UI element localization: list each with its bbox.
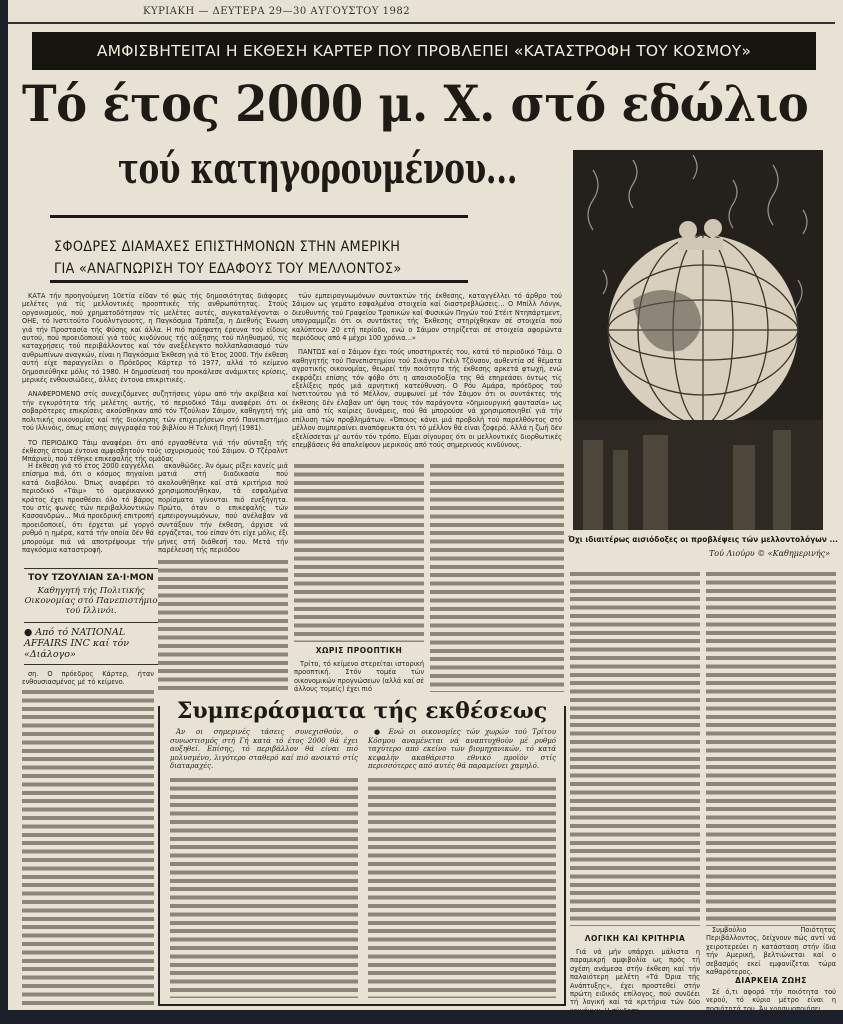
body-column-6 xyxy=(706,926,836,977)
newspaper-page xyxy=(8,0,843,1015)
section-heading: ΔΙΑΡΚΕΙΑ ΖΩΗΣ xyxy=(735,976,807,985)
body-text-block xyxy=(294,462,424,642)
section-heading: ΧΩΡΙΣ ΠΡΟΟΠΤΙΚΗ xyxy=(315,646,403,655)
globe-illustration xyxy=(573,150,823,530)
author-name: ΤΟΥ ΤΖΟΥΛΙΑΝ ΣΑ·Ι·ΜΟΝ xyxy=(24,568,158,583)
paragraph: Άν οι σημερινές τάσεις συνεχισθούν, ο συνωστισμός στή Γή κατά τό έτος 2000 θά έχει αυξηθεί. Επίσης, τό περιβάλλον θά είναι πιό μολυσμένο, λιγότερο σταθερό καί πιό ανοικτό στίς διαταραχές. xyxy=(170,728,358,771)
paragraph: Συμβούλιο Ποιότητας Περιβάλλοντος, δείχνουν πώς αντί νά χειροτερεύει η κατάσταση στήν ίδια τήν Αμερική, βελτιώνεται καί ο σεβασμός εκεί εμφανίζεται τώρα καθαρότερος. xyxy=(706,926,836,977)
paragraph: Γιά νά μήν υπάρχει μάλιστα η παραμικρή αμφιβολία ως πρός τή σχέση ανάμεσα στήν έκθεση καί τήν παλαιότερη μελέτη «Τά Όρια τής Ανάπτυξης», έχει προστεθεί στήν πρώτη ειδικός επίλογος, πού συνδέει τή λογική καί τά κριτήρια τών δύο κειμένων. Η σύνδεση xyxy=(570,948,700,1015)
body-text-block xyxy=(368,776,556,998)
subheadline-line1: ΣΦΟΔΡΕΣ ΔΙΑΜΑΧΕΣ ΕΠΙΣΤΗΜΟΝΩΝ ΣΤΗΝ ΑΜΕΡΙΚΗ xyxy=(54,239,401,255)
paragraph: Τρίτο, τό κείμενο στερείται ιστορική προοπτική. Στόν τομέα τών οικονομικών προγνώσεων (αλλά καί σέ άλλους τομείς) έχει πιό xyxy=(294,660,424,694)
body-column-1 xyxy=(22,462,154,562)
byline xyxy=(24,568,158,665)
body-text-block xyxy=(170,776,358,998)
running-head: ΚΥΡΙΑΚΗ — ΔΕΥΤΕΡΑ 29—30 ΑΥΓΟΥΣΤΟΥ 1982 xyxy=(143,6,411,17)
body-column-6-cont xyxy=(706,988,836,1013)
divider xyxy=(8,22,835,24)
banner-headline: ΑΜΦΙΣΒΗΤΕΙΤΑΙ Η ΕΚΘΕΣΗ ΚΑΡΤΕΡ ΠΟΥ ΠΡΟΒΛΕΠΕΙ «ΚΑΤΑΣΤΡΟΦΗ ΤΟΥ ΚΟΣΜΟΥ» xyxy=(32,32,816,70)
paragraph: ● Ενώ οι οικονομίες τών χωρών τού Τρίτου Κόσμου αναμένεται νά αναπτυχθούν μέ ρυθμό ταχύτερο από εκείνο τών βιομηχανικών, τό κατά κεφαλήν ακαθάριστο εθνικό προϊόν στίς περισσότερες από αυτές θά παραμείνει χαμηλό. xyxy=(368,728,556,771)
body-text-block xyxy=(22,688,154,1006)
source-note: ● Από τό NATIONAL AFFAIRS INC καί τόν «Διάλογο» xyxy=(24,622,158,665)
paragraph: ακανθώδες. Άν όμως ρίξει κανείς μιά ματιά στή διαδικασία πού ακολουθήθηκε καί στά κριτήρια πού χρησιμοποιήθηκαν, τά εσφαλμένα πορίσματα γίνονται πιό ευεξήγητα. Πρώτο, όταν ο επικεφαλής τών εμπειρογνωμόνων, πού ανέλαβαν νά συντάξουν τήν έκθεση, άρχισε νά εργάζεται, τού είπαν ότι είχε μόλις έξι μήνες στή διάθεσή του. Μετά τήν παρέλευση τής περιόδου xyxy=(158,462,288,555)
paragraph: Η έκθεση γιά τό έτος 2000 εαγγέλλει επίσημα πιά, ότι ο κόσμος πηγαίνει κατά διαβόλου. Όπως αναφέρει τό περιοδικό «Τάιμ» τό αμερικανικό κράτος έχει προσθέσει όλο τό βάρος του στίς φωνές τών περιβαλλοντικών Κασσανδρών... Μιά προεδρική επιτροπή προειδοποιεί, ότι έρχεται μέ γοργό ρυθμό η ημέρα, κατά τήν οποία δέν θά μπορούμε πιά νά αποτρέψουμε τήν παγκόσμια καταστροφή. xyxy=(22,462,154,555)
body-column-3 xyxy=(294,660,424,694)
paragraph: ση. Ο πρόεδρος Κάρτερ, ήταν ενθουσιασμένος μέ τό κείμενο. xyxy=(22,670,154,687)
intro-column-2 xyxy=(292,292,562,452)
illustration-credit: Τού Λιούρυ © «Καθημερινής» xyxy=(708,549,830,558)
paragraph: ΠΑΝΤΩΣ καί ο Σάιμον έχει τούς υποστηρικτές του, κατά τό περιοδικό Τάιμ. Ο καθηγητής τού Πανεπιστημίου τού Σικάγου Γκέιλ Τζόνσον, αυθεντία σέ θέματα αγροτικής οικονομίας, θεωρεί τήν ποιότητα τής έκθεσης αρκετά φτωχή, ενώ εκφράζει επίσης τόν φόβο ότι η απαισιοδοξία της θά επηρεάσει όντως τίς εξελίξεις πρός μιά αρνητική κατεύθυνση. Ο Ρόυ Αμάρα, πρόεδρος τού Ινστιτούτου γιά τό Μέλλον, συμφωνεί μέ τόν Σάιμον ότι οι συντάκτες τής έκθεσης δέν έλαβαν υπ' όψη τους τόν παράγοντα «δημιουργική φαντασία» ως μία από τίς καίριες δυνάμεις, πού θά μπορούσε νά χρησιμοποιηθεί γιά τήν επίλυση τών προβλημάτων. «Όποιος κάνει μιά προβολή τού παρελθόντος στό μέλλον συμπεραίνει αναπόφευκτα ότι τό μέλλον θά είναι ζοφερό. Αλλά η ζωή δέν εξελίσσεται μ' αυτόν τόν τρόπο. Είμαι σίγουρος ότι οι μελλοντικές διορθωτικές επεμβάσεις θά απαλείψουν μερικούς από τούς σημερινούς κινδύνους. xyxy=(292,348,562,449)
conclusions-box xyxy=(158,706,566,1006)
body-column-5 xyxy=(570,948,700,1015)
body-column-2 xyxy=(158,462,288,554)
divider xyxy=(50,280,468,283)
paragraph: τών εμπειρογνωμόνων συντακτών τής έκθεσης, καταγγέλλει τό άρθρο τού Σάιμον ως γεμάτο εσφαλμένα στοιχεία καί διαστρεβλώσεις... Ο Μπίλλ Λόνγκ, διευθυντής τού Γραφείου Τροπικών καί Φυσικών Πηγών τού Στέιτ Ντηπάρτμεντ, υπογραμμίζει ότι οι συντάκτες τής Έκθεσης στηρίχθηκαν σέ στοιχεία πού καλύπτουν 20 ετή περίοδο, ενώ ο Σάιμον στηρίζεται σέ στοιχεία αφορώντα περιόδους από 4 μέχρι 100 χρόνια...» xyxy=(292,292,562,343)
conclusions-title-text: Συμπεράσματα τής εκθέσεως xyxy=(171,698,553,724)
subheadline xyxy=(54,236,401,280)
paragraph: ΤΟ ΠΕΡΙΟΔΙΚΟ Τάιμ αναφέρει ότι από εργασθέντα γιά τήν σύνταξη τής έκθεσης άτομα έντονα αμφισβητούν τούς ισχυρισμούς τού Σάιμον. Ο Τζέραλντ Μπάρνεϋ, πού τέθηκε επικεφαλής τής ομάδας xyxy=(22,438,288,464)
illustration-caption: Όχι ιδιαιτέρως αισιόδοξες οι προβλέψεις τών μελλοντολόγων ... xyxy=(568,535,838,544)
paragraph: ΑΝΑΦΕΡΟΜΕΝΟ στίς συνεχιζόμενες συζητήσεις γύρω από τήν ακρίβεια καί τήν εγκυρότητα τής μελέτης αυτής, τό περιοδικό Τάιμ αναφέρει ότι οι σοβαρότερες επικρίσεις ακούσθηκαν από τόν Τζούλιαν Σάιμον, καθηγητή τής πολιτικής οικονομίας καί τής διοίκησης τών επιχειρήσεων στό Πανεπιστήμιο τού Ιλλινόις, όπως επίσης συγγραφέα τού βιβλίου Η Τελική Πηγή (1981). xyxy=(22,390,288,433)
section-heading: ΛΟΓΙΚΗ ΚΑΙ ΚΡΙΤΗΡΙΑ xyxy=(584,934,686,943)
main-headline: Τό έτος 2000 μ. Χ. στό εδώλιο xyxy=(22,74,809,133)
body-text-block xyxy=(706,570,836,926)
subheadline-line2: ΓΙΑ «ΑΝΑΓΝΩΡΙΣΗ ΤΟΥ ΕΔΑΦΟΥΣ ΤΟΥ ΜΕΛΛΟΝΤΟΣ» xyxy=(54,261,402,277)
main-headline-line2: τού κατηγορουμένου... xyxy=(118,144,518,193)
paragraph: Σέ ό,τι αφορά τήν ποιότητα τού νερού, τό κύριο μέτρο είναι η ποσιότητά του. Άν χρησιμοποιήσει xyxy=(706,988,836,1013)
author-role: Καθηγητή τής Πολιτικής Οικονομίας στό Πανεπιστήμιο τού Ιλλινόι. xyxy=(24,586,158,616)
divider xyxy=(50,215,468,218)
paragraph: ΚΑΤΑ τήν προηγούμενη 10ετία είδαν τό φώς τής δημοσιότητας διάφορες μελέτες γιά τίς μελλοντικές προοπτικές τής ανθρωπότητας. Στούς οργανισμούς, πού χρηματοδότησαν τίς μελέτες αυτές, συγκαταλέγονται ο ΟΗΕ, τό Ινστιτούτο Γουόλντγουοτς, η Παγκόσμια Τράπεζα, η Διεθνής Ένωση γιά τήν Προστασία τής Φύσης καί άλλα. Η πιό πρόσφατη έρευνα τού είδους αυτού, πού προειδοποιεί γιά τούς κινδύνους τής αύξησης τού πληθυσμού, τίς καταχρήσεις τού περιβάλλοντος καί τόν ανεξέλεγκτο πολλαπλασιασμό τών ανθρωπίνων αναγκών, είναι η Παγκόσμια Έκθεση γιά τό Έτος 2000. Τήν έκθεση αυτή είχε παραγγείλει ο Πρόεδρος Κάρτερ τό 1977, αλλά τό κείμενο δημοσιεύθηκε μόλις τό 1980. Η δημοσίευσή του προκάλεσε ανάμικτες κρίσεις, μερικές ενθουσιώδεις, άλλες έντονα επικριτικές. xyxy=(22,292,288,385)
body-text-block xyxy=(430,462,564,692)
body-text-block xyxy=(570,570,700,926)
body-column-1-cont xyxy=(22,670,154,687)
intro-column-1 xyxy=(22,292,288,464)
body-text-block xyxy=(158,558,288,692)
